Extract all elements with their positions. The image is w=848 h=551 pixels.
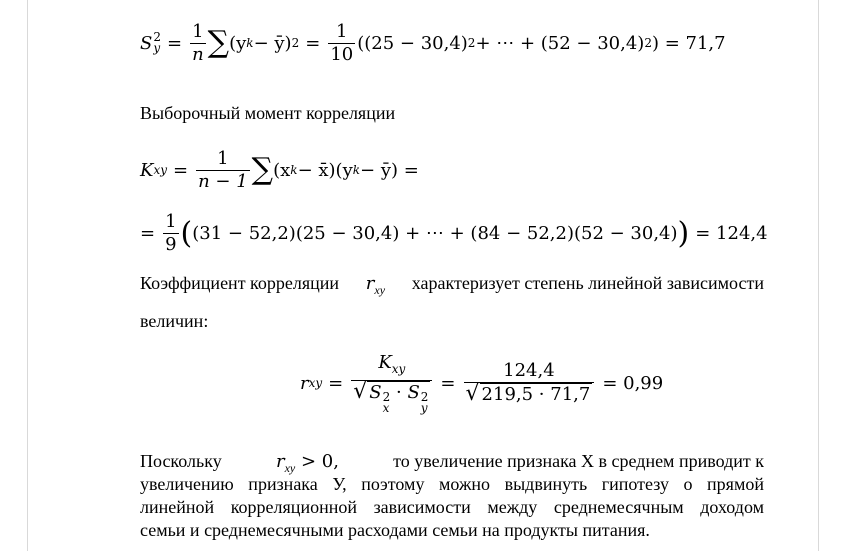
conclusion-line4: семьи и среднемесячными расходами семьи на продукты питания. [140,520,650,540]
rxy-lhs: r [300,372,309,394]
rxy-sy-sup: 2 [420,390,429,404]
coef-paragraph-line2: величин: [140,311,209,331]
coef-symbol [366,273,385,298]
kxyv-frac-num: 1 [165,210,177,232]
kxy-lhs: K [140,159,154,181]
rxy-lhs-sub: xy [308,376,323,390]
formula-kxy-value: = $\frac{1}{9}$ ( (31 − 52,2)(25 − 30,4) + ⋯ + (84 − 52,2)(52 − 30,4) ) = 124,4 [140,210,768,255]
kxyv-frac [163,211,178,256]
coef-after: характеризует степень линейной зависимости [411,273,764,293]
kxyv-expansion: (31 − 52,2)(25 − 30,4) + ⋯ + (84 − 52,2)(52 − 30,4) [192,222,678,244]
rxy-k-sub: xy [391,362,406,376]
rxy-frac2 [464,360,595,406]
coef-r: r [365,273,375,294]
conclusion-line2: увеличению признака У, поэтому можно выдвинуть гипотезу о прямой [140,474,764,494]
rxy-frac2-den-body: 219,5 · 71,7 [481,384,591,405]
rxy-dot: · [390,382,408,403]
sy2-lhs-sup: 2 [153,30,161,44]
rxy-k: K [378,352,392,373]
kxy-frac-num: 1 [217,147,229,169]
conclusion-symbol [276,451,339,476]
conclusion-r: r [275,451,285,472]
sy2-exp-sup: 2 [467,36,476,50]
kxy-body-sub1: k [290,163,298,177]
conclusion-before: Поскольку [140,451,222,471]
rxy-sx-sup: 2 [382,390,391,404]
sy2-sum-body: (y [229,32,247,54]
conclusion-line3: линейной корреляционной зависимости между среднемесячным доходом [140,497,764,517]
moment-label: Выборочный момент корреляции [140,103,396,123]
sy2-lhs-index [153,32,161,54]
kxyv-result: = 124,4 [695,222,768,244]
formula-rxy [300,352,663,414]
rxy-frac2-num: 124,4 [503,360,555,381]
coef-paragraph-line1 [140,273,764,298]
rxy-sy: S [407,382,420,403]
coef-before: Коэффициент корреляции [140,273,340,293]
sy2-frac1-den: n [192,43,204,65]
sy2-eq2: = [305,32,321,54]
sy2-lhs-sub: y [153,41,161,55]
rxy-frac1-num [376,352,407,380]
sy2-expansion: ((25 − 30,4) [357,32,468,54]
kxyv-eq: = [140,222,156,244]
sy2-frac1 [190,21,206,66]
page-right-border [818,0,819,551]
kxy-body-end: − ȳ) = [360,159,419,181]
rxy-sy-sub: y [420,401,428,415]
sy2-expansion-mid: + ⋯ + (52 − 30,4) [475,32,645,54]
kxy-body: (x [273,159,291,181]
sy2-frac1-num: 1 [192,20,204,42]
rxy-result: = 0,99 [602,372,664,394]
page-left-border [27,0,28,551]
rxy-sx: S [369,382,382,403]
kxyv-frac-den: 9 [165,233,177,255]
rxy-frac2-den: √ 219,5 · 71,7 [465,381,591,406]
sy2-frac2-den: 10 [330,43,354,65]
formula-kxy [140,145,419,195]
sy2-sum-tail: − ȳ) [253,32,292,54]
kxy-eq: = [173,159,189,181]
sy2-eq: = [166,32,183,54]
kxy-body-mid: − x̄)(y [297,159,353,181]
rxy-frac1-den: √ S 2 x · S 2 y [353,379,429,415]
conclusion-r-sub: xy [284,461,296,475]
sigma-symbol: ∑ [207,25,230,60]
kxy-frac [196,148,250,193]
sy2-lhs: S [140,32,153,54]
conclusion-cmp: > 0, [295,451,339,472]
rxy-eq: = [328,372,344,394]
kxy-lhs-sub: xy [153,163,167,177]
sy2-frac2-num: 1 [336,20,348,42]
rxy-frac1 [351,352,432,414]
sigma-symbol: ∑ [251,152,274,187]
conclusion-after: то увеличение признака X в среднем приводит к [393,451,764,471]
conclusion-line1 [140,451,764,476]
rxy-eq2: = [440,372,456,394]
formula-sy2 [140,18,726,68]
rxy-sx-sub: x [382,401,390,415]
kxy-frac-den: n − 1 [198,170,248,192]
sy2-expansion-end: ) = 71,7 [651,32,726,54]
sy2-exp-sup2: 2 [644,36,652,50]
sy2-sum-sup: 2 [291,36,300,50]
coef-r-sub: xy [374,283,386,297]
sy2-sum-sub: k [246,36,254,50]
sy2-frac2 [328,21,355,66]
kxy-body-sub2: k [352,163,361,177]
